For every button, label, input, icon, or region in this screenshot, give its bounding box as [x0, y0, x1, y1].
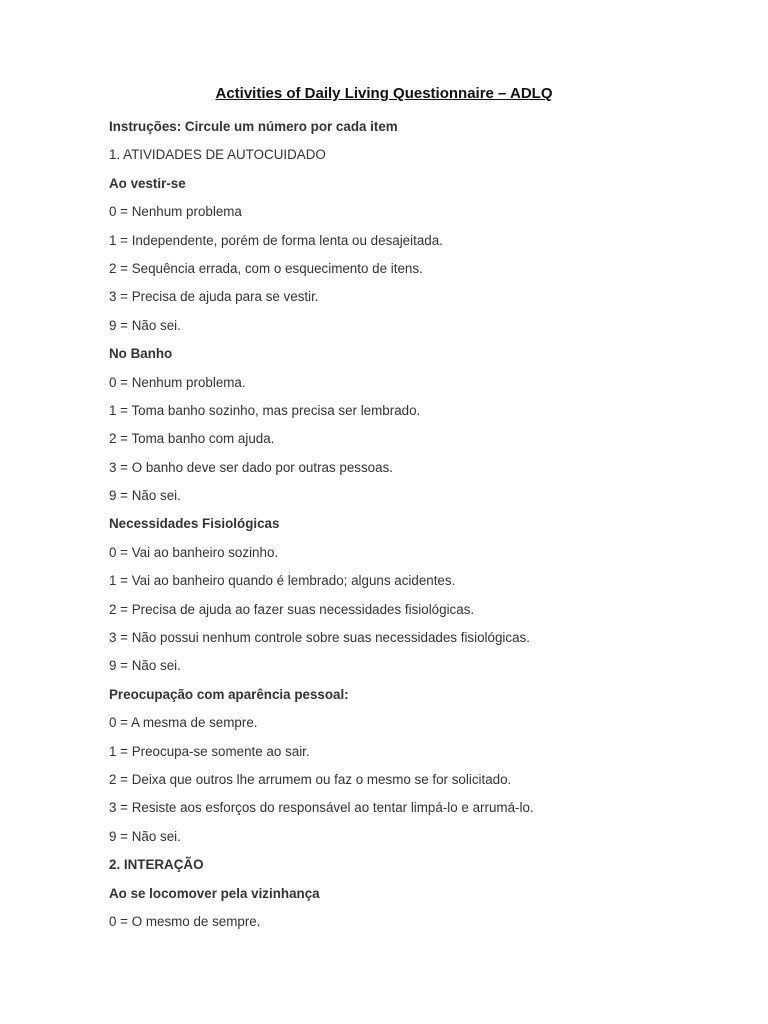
answer-option: 2 = Toma banho com ajuda. [109, 431, 275, 447]
answer-option: 2 = Sequência errada, com o esquecimento de itens. [109, 260, 423, 276]
answer-option: 3 = Resiste aos esforços do responsável ao tentar limpá-lo e arrumá-lo. [109, 800, 534, 816]
answer-option: 9 = Não sei. [109, 658, 181, 674]
item-heading: Necessidades Fisiológicas [109, 516, 280, 532]
answer-option: 9 = Não sei. [109, 488, 181, 504]
answer-option: 0 = Nenhum problema. [109, 374, 246, 390]
answer-option: 3 = Não possui nenhum controle sobre suas necessidades fisiológicas. [109, 630, 530, 646]
answer-option: 0 = Vai ao banheiro sozinho. [109, 544, 279, 560]
item-heading: Ao vestir-se [109, 175, 186, 191]
questionnaire-lines [109, 118, 534, 941]
section-heading: 1. ATIVIDADES DE AUTOCUIDADO [109, 147, 326, 163]
document-title: Activities of Daily Living Questionnaire – ADLQ [215, 85, 553, 102]
item-heading: Ao se locomover pela vizinhança [109, 885, 320, 901]
answer-option: 1 = Preocupa-se somente ao sair. [109, 743, 310, 759]
answer-option: 2 = Deixa que outros lhe arrumem ou faz o mesmo se for solicitado. [109, 771, 512, 787]
answer-option: 1 = Independente, porém de forma lenta ou desajeitada. [109, 232, 443, 248]
item-heading: Instruções: Circule um número por cada item [109, 119, 398, 134]
answer-option: 0 = O mesmo de sempre. [109, 913, 261, 929]
item-heading: No Banho [109, 346, 173, 362]
answer-option: 0 = A mesma de sempre. [109, 715, 258, 731]
answer-option: 1 = Vai ao banheiro quando é lembrado; alguns acidentes. [109, 573, 456, 589]
answer-option: 3 = O banho deve ser dado por outras pessoas. [109, 459, 393, 475]
answer-option: 3 = Precisa de ajuda para se vestir. [109, 289, 319, 305]
answer-option: 2 = Precisa de ajuda ao fazer suas necessidades fisiológicas. [109, 601, 475, 617]
answer-option: 0 = Nenhum problema [109, 204, 242, 220]
answer-option: 9 = Não sei. [109, 317, 181, 333]
item-heading: Preocupação com aparência pessoal: [109, 686, 349, 702]
answer-option: 9 = Não sei. [109, 828, 181, 844]
answer-option: 1 = Toma banho sozinho, mas precisa ser lembrado. [109, 402, 421, 418]
section-heading: 2. INTERAÇÃO [109, 857, 204, 873]
